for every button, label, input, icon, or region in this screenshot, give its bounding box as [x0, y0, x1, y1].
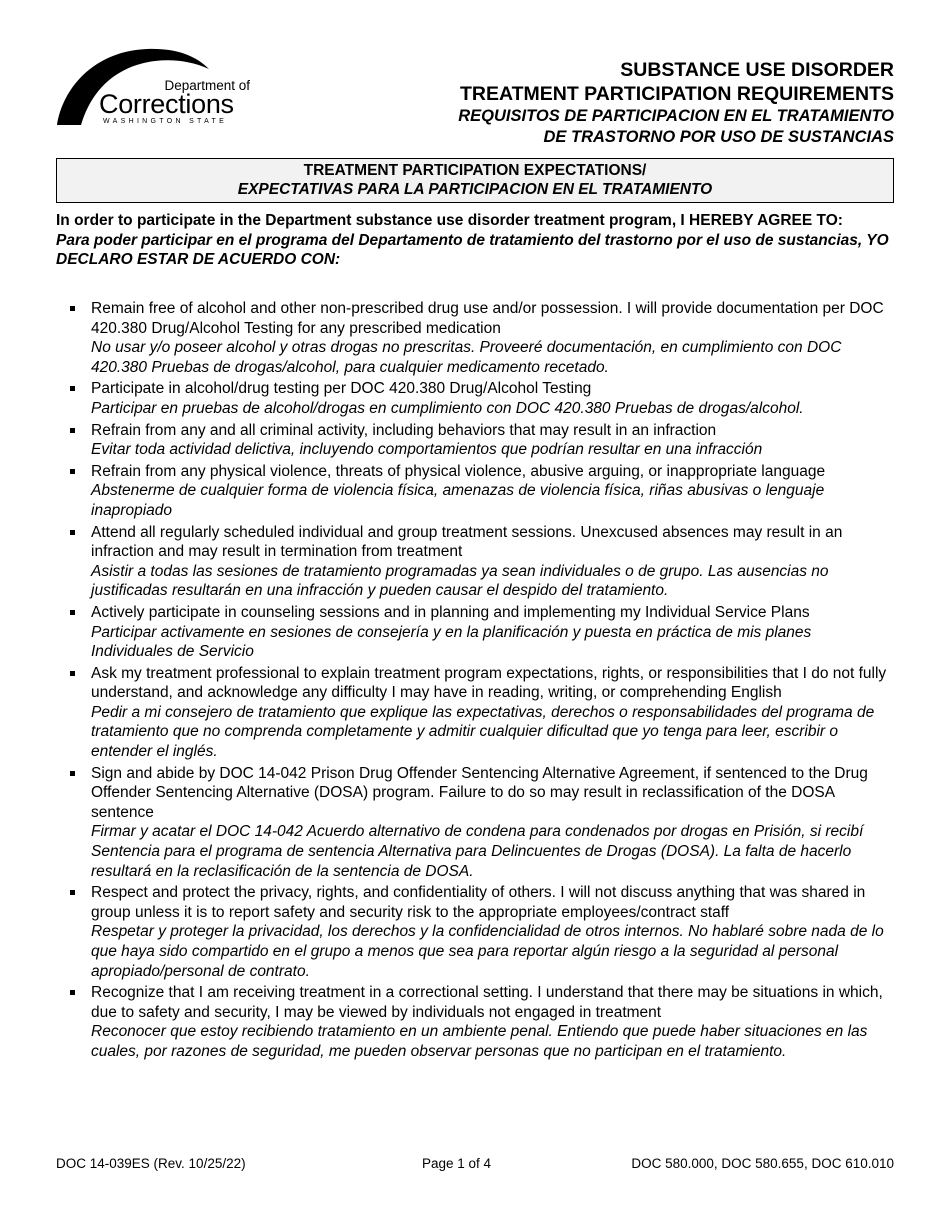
list-item: [56, 603, 896, 662]
item-en: Sign and abide by DOC 14-042 Prison Drug Offender Sentencing Alternative Agreement, if sentenced to the Drug Offender Sentencing Alternative (DOSA) program. Failure to do so may result in reclassification of the DOSA sentence: [91, 764, 868, 821]
bullet-icon: [70, 469, 75, 474]
bullet-icon: [70, 610, 75, 615]
list-item: [56, 983, 896, 1061]
item-en: Attend all regularly scheduled individual and group treatment sessions. Unexcused absences may result in an infraction and may result in termination from treatment: [91, 523, 843, 561]
item-en: Remain free of alcohol and other non-prescribed drug use and/or possession. I will provide documentation per DOC 420.380 Drug/Alcohol Testing for any prescribed medication: [91, 300, 884, 337]
bullet-icon: [70, 990, 75, 995]
item-en: Refrain from any and all criminal activity, including behaviors that may result in an infraction: [91, 421, 717, 439]
list-item: [56, 883, 896, 981]
item-es: No usar y/o poseer alcohol y otras drogas no prescritas. Proveeré documentación, en cumplimiento con DOC 420.380 Pruebas de drogas/alcohol, para cualquier medicamento recetado.: [91, 339, 842, 376]
list-item: [56, 664, 896, 762]
item-es: Evitar toda actividad delictiva, incluyendo comportamientos que podrían resultar en una infracción: [91, 441, 763, 459]
document-title: [458, 58, 894, 148]
item-en: Respect and protect the privacy, rights, and confidentiality of others. I will not discuss anything that was shared in group unless it is to report safety and security risk to the appropriate employees/contract staff: [91, 884, 866, 921]
bullet-icon: [70, 890, 75, 895]
list-item: [56, 523, 896, 601]
list-item: [56, 421, 896, 460]
item-es: Asistir a todas las sesiones de tratamiento programadas ya sean individuales o de grupo. Las ausencias no justificadas resultarán en una infracción y pueden causar el despido del tratamiento.: [91, 562, 829, 600]
title-es-line2: DE TRASTORNO POR USO DE SUSTANCIAS: [543, 128, 894, 146]
item-en: Actively participate in counseling sessions and in planning and implementing my Individual Service Plans: [91, 603, 810, 621]
item-es: Pedir a mi consejero de tratamiento que explique las expectativas, derechos o responsabilidades del programa de tratamiento que no comprenda completamente y admitir cualquier dificultad que yo tenga para leer, escribir o entender el inglés.: [91, 703, 875, 761]
bullet-icon: [70, 306, 75, 311]
item-es: Abstenerme de cualquier forma de violencia física, amenazas de violencia física, riñas abusivas o lenguaje inapropiado: [91, 482, 825, 519]
requirements-list: [56, 299, 896, 1064]
logo-corrections-text: Corrections: [99, 89, 234, 119]
bullet-icon: [70, 530, 75, 535]
footer-references: DOC 580.000, DOC 580.655, DOC 610.010: [631, 1156, 894, 1171]
title-en-line1: SUBSTANCE USE DISORDER: [620, 59, 894, 81]
footer-page-number: Page 1 of 4: [422, 1156, 492, 1171]
section-heading-box: [56, 158, 894, 203]
bullet-icon: [70, 771, 75, 776]
list-item: [56, 299, 896, 377]
section-heading-es: EXPECTATIVAS PARA LA PARTICIPACION EN EL TRATAMIENTO: [237, 181, 713, 198]
title-es-line1: REQUISITOS DE PARTICIPACION EN EL TRATAMIENTO: [458, 107, 894, 125]
doc-logo: [55, 47, 250, 127]
list-item: [56, 764, 896, 882]
intro-en: In order to participate in the Department substance use disorder treatment program, I HEREBY AGREE TO:: [56, 212, 843, 229]
section-heading-en: TREATMENT PARTICIPATION EXPECTATIONS/: [303, 162, 647, 179]
item-es: Respetar y proteger la privacidad, los derechos y la confidencialidad de otros internos. No hablaré sobre nada de lo que haya sido compartido en el grupo a menos que sea para reportar algún riesgo a la seguridad al personal apropiado/personal de contrato.: [91, 923, 884, 980]
intro-es: Para poder participar en el programa del Departamento de tratamiento del trastorno por el uso de sustancias, YO DECLARO ESTAR DE ACUERDO CON:: [56, 231, 889, 268]
intro-statement: [56, 211, 896, 270]
bullet-icon: [70, 428, 75, 433]
list-item: [56, 462, 896, 521]
item-en: Recognize that I am receiving treatment in a correctional setting. I understand that there may be situations in which, due to safety and security, I may be viewed by individuals not engaged in treatment: [91, 984, 883, 1021]
item-es: Participar activamente en sesiones de consejería y en la planificación y puesta en práctica de mis planes Individuales de Servicio: [91, 623, 812, 661]
item-en: Ask my treatment professional to explain treatment program expectations, rights, or responsibilities that I do not fully understand, and acknowledge any difficulty I may have in reading, writing, or comprehending English: [91, 664, 887, 702]
item-en: Refrain from any physical violence, threats of physical violence, abusive arguing, or inappropriate language: [91, 462, 826, 480]
item-en: Participate in alcohol/drug testing per DOC 420.380 Drug/Alcohol Testing: [91, 380, 592, 398]
logo-state-text: WASHINGTON STATE: [103, 118, 228, 125]
bullet-icon: [70, 386, 75, 391]
item-es: Reconocer que estoy recibiendo tratamiento en un ambiente penal. Entiendo que puede haber situaciones en las cuales, por razones de seguridad, me pueden observar personas que no participan en el tratamiento.: [91, 1023, 868, 1060]
list-item: [56, 379, 896, 418]
bullet-icon: [70, 671, 75, 676]
item-es: Participar en pruebas de alcohol/drogas en cumplimiento con DOC 420.380 Pruebas de drogas/alcohol.: [91, 399, 804, 417]
logo-department-text: Department of: [164, 78, 250, 93]
footer-form-id: DOC 14-039ES (Rev. 10/25/22): [56, 1156, 246, 1171]
title-en-line2: TREATMENT PARTICIPATION REQUIREMENTS: [459, 83, 894, 105]
item-es: Firmar y acatar el DOC 14-042 Acuerdo alternativo de condena para condenados por drogas en Prisión, si recibí Sentencia para el programa de sentencia Alternativa para Delincuentes de Drogas (DOSA). La falta de hacerlo resultará en la reclasificación de la sentencia de DOSA.: [91, 823, 864, 880]
